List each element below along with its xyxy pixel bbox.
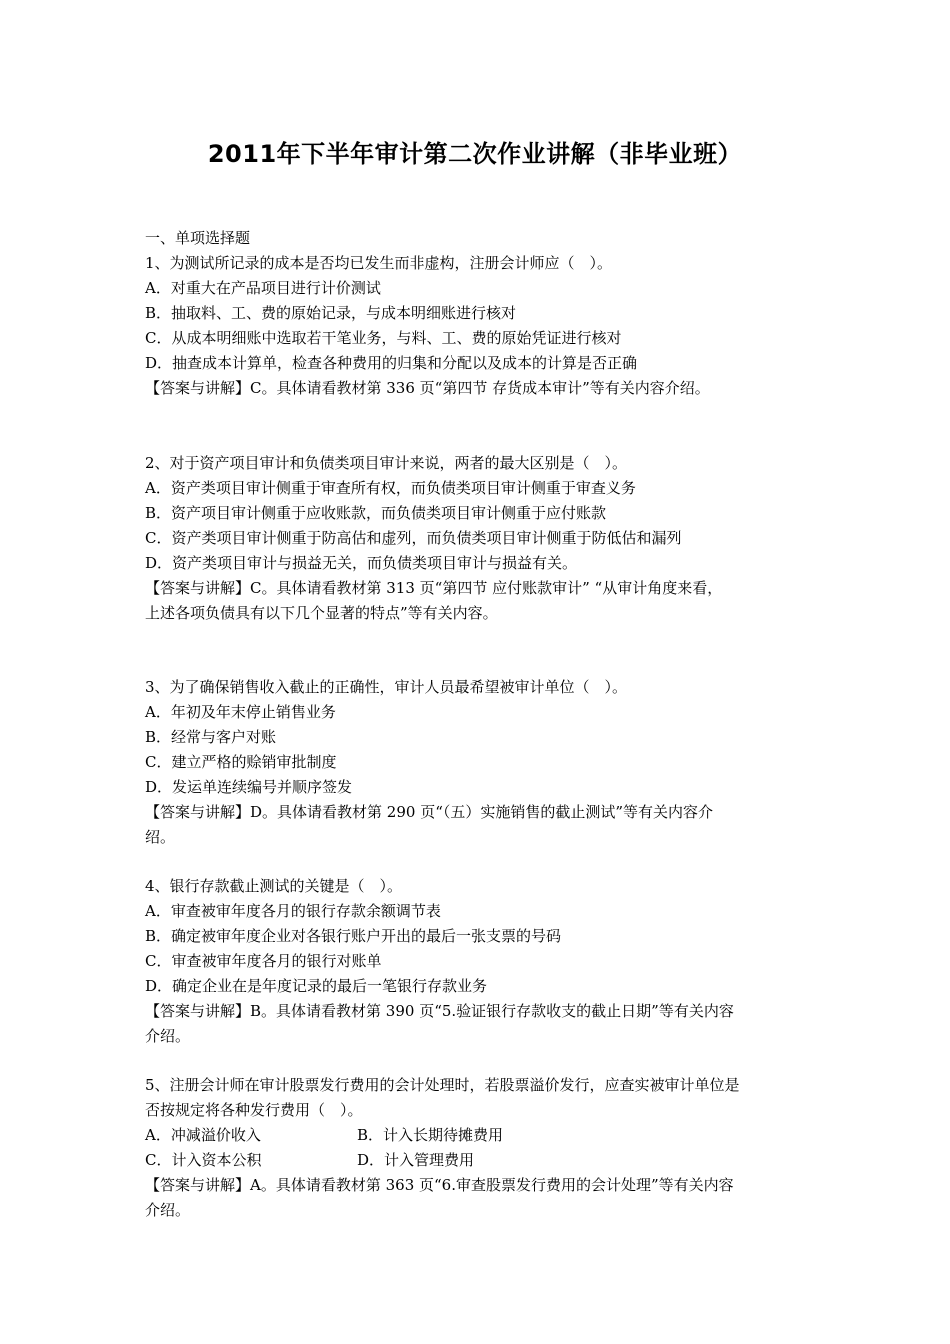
question-1-option-c: C．从成本明细账中选取若干笔业务，与料、工、费的原始凭证进行核对 bbox=[145, 329, 622, 347]
question-4-answer-line-2: 介绍。 bbox=[145, 1027, 191, 1045]
question-1-option-b: B．抽取料、工、费的原始记录，与成本明细账进行核对 bbox=[145, 304, 517, 322]
question-5-stem-line-1: 5、注册会计师在审计股票发行费用的会计处理时，若股票溢价发行，应查实被审计单位是 bbox=[145, 1076, 740, 1094]
question-3-stem: 3、为了确保销售收入截止的正确性，审计人员最希望被审计单位（ ）。 bbox=[145, 678, 628, 696]
question-4-option-c: C．审查被审年度各月的银行对账单 bbox=[145, 952, 382, 970]
question-3-option-c: C．建立严格的赊销审批制度 bbox=[145, 753, 337, 771]
question-2-option-b: B．资产项目审计侧重于应收账款，而负债类项目审计侧重于应付账款 bbox=[145, 504, 607, 522]
question-2-stem: 2、对于资产项目审计和负债类项目审计来说，两者的最大区别是（ ）。 bbox=[145, 454, 628, 472]
question-1-answer: 【答案与讲解】C。具体请看教材第 336 页“第四节 存货成本审计”等有关内容介绍。 bbox=[145, 379, 710, 397]
question-1-option-a: A．对重大在产品项目进行计价测试 bbox=[145, 279, 381, 297]
question-5-option-a: A．冲减溢价收入 bbox=[145, 1126, 261, 1144]
section-heading: 一、单项选择题 bbox=[145, 229, 251, 247]
question-2-answer-line-1: 【答案与讲解】C。具体请看教材第 313 页“第四节 应付账款审计” “从审计角度来看， bbox=[145, 579, 723, 597]
document-title: 2011年下半年审计第二次作业讲解（非毕业班） bbox=[207, 140, 743, 168]
question-2-option-d: D．资产类项目审计与损益无关，而负债类项目审计与损益有关。 bbox=[145, 554, 578, 572]
question-2-answer-line-2: 上述各项负债具有以下几个显著的特点”等有关内容。 bbox=[145, 604, 498, 622]
question-4-option-d: D．确定企业在是年度记录的最后一笔银行存款业务 bbox=[145, 977, 488, 995]
question-3-option-d: D．发运单连续编号并顺序签发 bbox=[145, 778, 353, 796]
question-4-option-a: A．审查被审年度各月的银行存款余额调节表 bbox=[145, 902, 441, 920]
question-5-answer-line-2: 介绍。 bbox=[145, 1201, 191, 1219]
question-5-stem-line-2: 否按规定将各种发行费用（ ）。 bbox=[145, 1101, 363, 1119]
question-3-option-a: A．年初及年末停止销售业务 bbox=[145, 703, 336, 721]
question-3-answer-line-2: 绍。 bbox=[145, 828, 176, 846]
question-1-stem: 1、为测试所记录的成本是否均已发生而非虚构，注册会计师应（ ）。 bbox=[145, 254, 613, 272]
question-1-option-d: D．抽查成本计算单，检查各种费用的归集和分配以及成本的计算是否正确 bbox=[145, 354, 638, 372]
question-5-option-d: D．计入管理费用 bbox=[357, 1151, 475, 1169]
question-4-option-b: B．确定被审年度企业对各银行账户开出的最后一张支票的号码 bbox=[145, 927, 562, 945]
question-5-options-row-2 bbox=[145, 1150, 825, 1170]
question-4-answer-line-1: 【答案与讲解】B。具体请看教材第 390 页“5.验证银行存款收支的截止日期”等有关内容 bbox=[145, 1002, 734, 1020]
question-5-option-c: C．计入资本公积 bbox=[145, 1151, 262, 1169]
question-5-answer-line-1: 【答案与讲解】A。具体请看教材第 363 页“6.审查股票发行费用的会计处理”等有关内容 bbox=[145, 1176, 734, 1194]
question-5-options-row-1 bbox=[145, 1125, 825, 1145]
question-4-stem: 4、银行存款截止测试的关键是（ ）。 bbox=[145, 877, 403, 895]
question-3-option-b: B．经常与客户对账 bbox=[145, 728, 277, 746]
question-2-option-a: A．资产类项目审计侧重于审查所有权，而负债类项目审计侧重于审查义务 bbox=[145, 479, 636, 497]
question-2-option-c: C．资产类项目审计侧重于防高估和虚列，而负债类项目审计侧重于防低估和漏列 bbox=[145, 529, 682, 547]
question-3-answer-line-1: 【答案与讲解】D。具体请看教材第 290 页“（五）实施销售的截止测试”等有关内容介 bbox=[145, 803, 714, 821]
question-5-option-b: B．计入长期待摊费用 bbox=[357, 1126, 504, 1144]
